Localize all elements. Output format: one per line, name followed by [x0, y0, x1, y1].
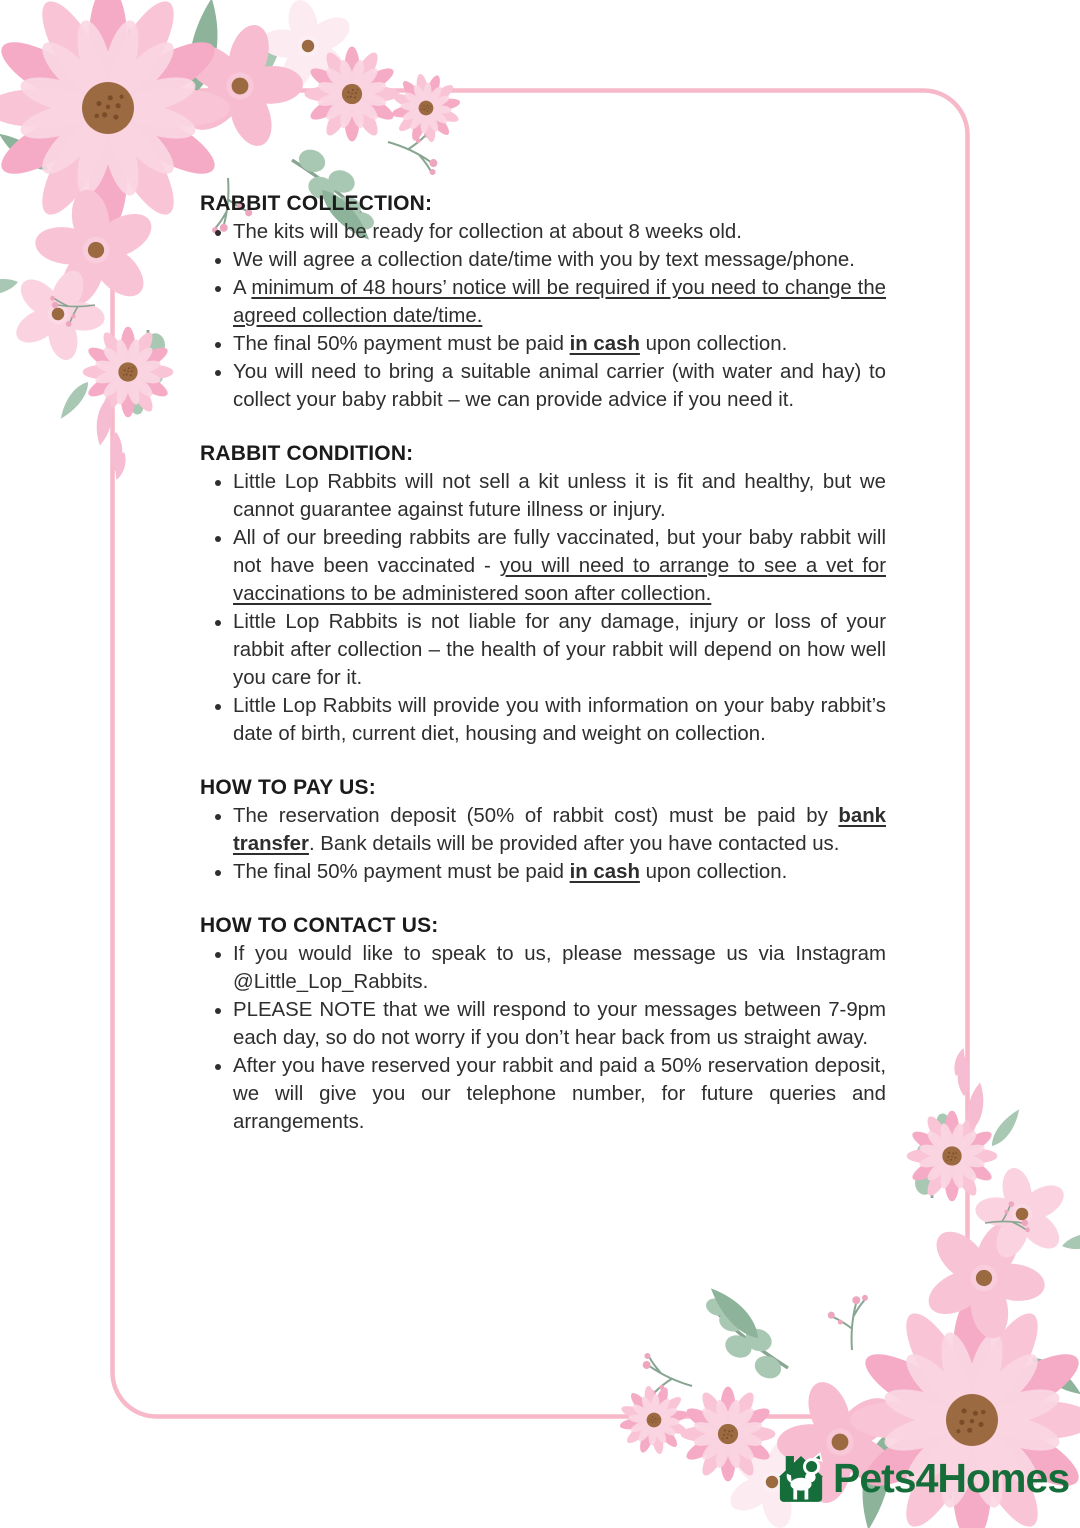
section-heading: RABBIT CONDITION:	[200, 442, 414, 465]
bullet-list	[200, 802, 886, 886]
bullet-item	[233, 330, 886, 358]
section-heading: RABBIT COLLECTION:	[200, 192, 433, 215]
bullet-item	[233, 468, 886, 524]
bullet-item	[233, 358, 886, 414]
bullet-item	[233, 802, 886, 858]
bullet-text: You will need to bring a suitable animal carrier (with water and hay) to collect your baby rabbit – we can provide advice if you need it.	[233, 361, 886, 411]
bullet-item	[233, 1052, 886, 1136]
bullet-item	[233, 246, 886, 274]
bullet-list	[200, 940, 886, 1136]
bullet-text: Little Lop Rabbits is not liable for any damage, injury or loss of your rabbit after collection – the health of your rabbit will depend on how well you care for it.	[233, 611, 886, 689]
pets4homes-logo-text: Pets4Homes	[833, 1455, 1070, 1501]
bullet-item	[233, 996, 886, 1052]
bullet-text: upon collection.	[639, 861, 788, 883]
bullet-text: If you would like to speak to us, please message us via Instagram @Little_Lop_Rabbits.	[233, 943, 886, 993]
pets4homes-house-icon	[776, 1449, 826, 1503]
section-heading: HOW TO PAY US:	[200, 776, 376, 799]
bullet-text: A	[233, 277, 252, 299]
bullet-text: We will agree a collection date/time with you by text message/phone.	[233, 249, 855, 271]
bullet-text: The final 50% payment must be paid	[233, 861, 570, 883]
underlined-text: minimum of 48 hours’ notice will be required if you need to change the agreed collection date/time.	[233, 277, 887, 327]
bullet-text: Little Lop Rabbits will not sell a kit unless it is fit and healthy, but we cannot guarantee against future illness or injury.	[233, 471, 886, 521]
bullet-list	[200, 468, 886, 748]
section-rabbit-collection	[200, 190, 886, 414]
bullet-text: PLEASE NOTE that we will respond to your messages between 7-9pm each day, so do not worry if you don’t hear back from us straight away.	[233, 999, 886, 1049]
bullet-item	[233, 218, 886, 246]
bullet-text: . Bank details will be provided after you have contacted us.	[308, 833, 840, 855]
section-rabbit-condition	[200, 440, 886, 748]
bullet-text: After you have reserved your rabbit and paid a 50% reservation deposit, we will give you our telephone number, for future queries and arrangements.	[233, 1055, 886, 1133]
bullet-text: Little Lop Rabbits will provide you with information on your baby rabbit’s date of birth, current diet, housing and weight on collection.	[233, 695, 886, 745]
bullet-text: All of our breeding rabbits are fully vaccinated, but your baby rabbit will not have been vaccinated -	[233, 527, 886, 577]
bold-underlined-text: in cash	[569, 333, 640, 355]
bold-underlined-text: in cash	[569, 861, 640, 883]
bullet-text: The reservation deposit (50% of rabbit cost) must be paid by	[233, 805, 839, 827]
bullet-text: upon collection.	[639, 333, 788, 355]
bullet-item	[233, 274, 886, 330]
section-how-to-pay-us	[200, 774, 886, 886]
bullet-item	[233, 692, 886, 748]
bullet-item	[233, 608, 886, 692]
section-heading: HOW TO CONTACT US:	[200, 914, 439, 937]
bullet-text: The kits will be ready for collection at about 8 weeks old.	[233, 221, 742, 243]
pets4homes-logo	[776, 1449, 1069, 1503]
bullet-item	[233, 524, 886, 608]
bullet-item	[233, 858, 886, 886]
bullet-list	[200, 218, 886, 414]
underlined-text: you will need to arrange to see a vet for vaccinations to be administered soon after collection.	[233, 555, 886, 605]
bold-underlined-text: bank transfer	[233, 805, 886, 855]
bullet-text: The final 50% payment must be paid	[233, 333, 570, 355]
bullet-item	[233, 940, 886, 996]
section-how-to-contact-us	[200, 912, 886, 1136]
document-body	[200, 190, 886, 1162]
